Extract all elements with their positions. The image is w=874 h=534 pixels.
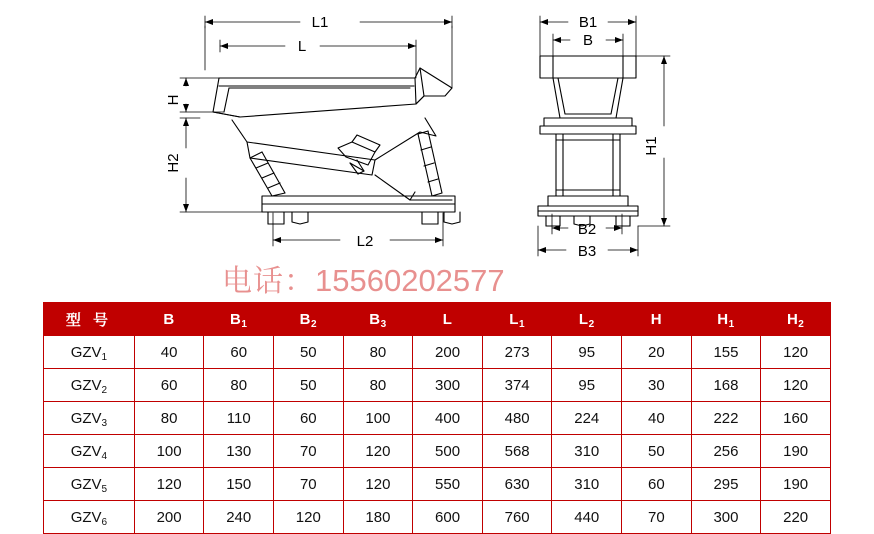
cell-value: 300 — [413, 369, 483, 402]
label-B3: B3 — [577, 243, 597, 260]
table-row — [44, 468, 831, 501]
col-head-H2: $H_2$ — [761, 303, 831, 336]
cell-value: 190 — [761, 435, 831, 468]
cell-value: 120 — [761, 336, 831, 369]
cell-value: 224 — [552, 402, 622, 435]
col-head-H1: $H_1$ — [691, 303, 761, 336]
watermark-prefix: 电话： — [222, 265, 315, 298]
cell-value: 70 — [622, 501, 692, 534]
label-L: L — [297, 38, 307, 55]
col-head-B2: $B_2$ — [274, 303, 344, 336]
model-index: 5 — [101, 483, 108, 495]
cell-value: 30 — [622, 369, 692, 402]
model-name: GZV — [70, 475, 102, 493]
label-L1: L1 — [311, 14, 329, 31]
cell-value: 630 — [482, 468, 552, 501]
model-name: GZV — [70, 442, 102, 460]
cell-value: 60 — [622, 468, 692, 501]
cell-value: 50 — [274, 369, 344, 402]
cell-value: 222 — [691, 402, 761, 435]
spec-table-container — [43, 302, 831, 534]
cell-value: 180 — [343, 501, 413, 534]
spec-table — [43, 302, 831, 534]
col-head-H: H — [622, 303, 692, 336]
cell-value: 95 — [552, 369, 622, 402]
model-name: GZV — [70, 409, 102, 427]
cell-value: 50 — [274, 336, 344, 369]
cell-value: 440 — [552, 501, 622, 534]
table-row — [44, 402, 831, 435]
cell-model — [44, 336, 135, 369]
cell-model — [44, 501, 135, 534]
cell-value: 568 — [482, 435, 552, 468]
cell-value: 310 — [552, 468, 622, 501]
model-index: 3 — [101, 417, 108, 429]
cell-value: 273 — [482, 336, 552, 369]
cell-model — [44, 369, 135, 402]
cell-value: 120 — [274, 501, 344, 534]
cell-value: 550 — [413, 468, 483, 501]
label-B2: B2 — [577, 221, 597, 238]
label-B1: B1 — [578, 14, 598, 31]
cell-value: 40 — [134, 336, 204, 369]
cell-value: 60 — [134, 369, 204, 402]
cell-value: 160 — [761, 402, 831, 435]
cell-value: 300 — [691, 501, 761, 534]
label-H: H — [165, 94, 182, 106]
col-head-B: B — [134, 303, 204, 336]
col-head-L2: $L_2$ — [552, 303, 622, 336]
cell-value: 190 — [761, 468, 831, 501]
table-row — [44, 435, 831, 468]
cell-value: 95 — [552, 336, 622, 369]
cell-value: 480 — [482, 402, 552, 435]
label-L2: L2 — [356, 233, 374, 250]
cell-value: 50 — [622, 435, 692, 468]
table-row — [44, 336, 831, 369]
cell-model — [44, 402, 135, 435]
cell-value: 80 — [343, 336, 413, 369]
cell-value: 600 — [413, 501, 483, 534]
cell-value: 310 — [552, 435, 622, 468]
cell-value: 60 — [274, 402, 344, 435]
cell-value: 110 — [204, 402, 274, 435]
label-H1: H1 — [643, 136, 660, 156]
cell-value: 220 — [761, 501, 831, 534]
cell-value: 120 — [343, 435, 413, 468]
cell-value: 120 — [343, 468, 413, 501]
table-row — [44, 501, 831, 534]
col-head-B1: $B_1$ — [204, 303, 274, 336]
col-head-model: 型 号 — [44, 303, 135, 336]
cell-value: 80 — [134, 402, 204, 435]
cell-value: 60 — [204, 336, 274, 369]
cell-value: 120 — [134, 468, 204, 501]
model-index: 1 — [101, 351, 108, 363]
cell-value: 80 — [204, 369, 274, 402]
cell-value: 400 — [413, 402, 483, 435]
label-B: B — [582, 32, 594, 49]
model-name: GZV — [70, 343, 102, 361]
cell-value: 130 — [204, 435, 274, 468]
table-row — [44, 369, 831, 402]
model-index: 6 — [101, 516, 108, 528]
cell-value: 120 — [761, 369, 831, 402]
cell-value: 295 — [691, 468, 761, 501]
cell-model — [44, 468, 135, 501]
cell-value: 100 — [343, 402, 413, 435]
cell-value: 150 — [204, 468, 274, 501]
cell-value: 374 — [482, 369, 552, 402]
label-H2: H2 — [165, 153, 182, 173]
model-index: 4 — [101, 450, 108, 462]
cell-value: 70 — [274, 468, 344, 501]
cell-value: 168 — [691, 369, 761, 402]
col-head-L1: $L_1$ — [482, 303, 552, 336]
watermark-phone — [222, 256, 505, 300]
cell-value: 500 — [413, 435, 483, 468]
cell-value: 200 — [134, 501, 204, 534]
model-name: GZV — [70, 376, 102, 394]
col-head-L: L — [413, 303, 483, 336]
watermark-number: 15560202577 — [315, 263, 505, 298]
cell-model — [44, 435, 135, 468]
cell-value: 70 — [274, 435, 344, 468]
model-name: GZV — [70, 508, 102, 526]
cell-value: 256 — [691, 435, 761, 468]
model-index: 2 — [101, 384, 108, 396]
cell-value: 240 — [204, 501, 274, 534]
col-head-B3: $B_3$ — [343, 303, 413, 336]
cell-value: 760 — [482, 501, 552, 534]
cell-value: 40 — [622, 402, 692, 435]
cell-value: 200 — [413, 336, 483, 369]
cell-value: 80 — [343, 369, 413, 402]
cell-value: 100 — [134, 435, 204, 468]
table-header-row — [44, 303, 831, 336]
cell-value: 20 — [622, 336, 692, 369]
cell-value: 155 — [691, 336, 761, 369]
